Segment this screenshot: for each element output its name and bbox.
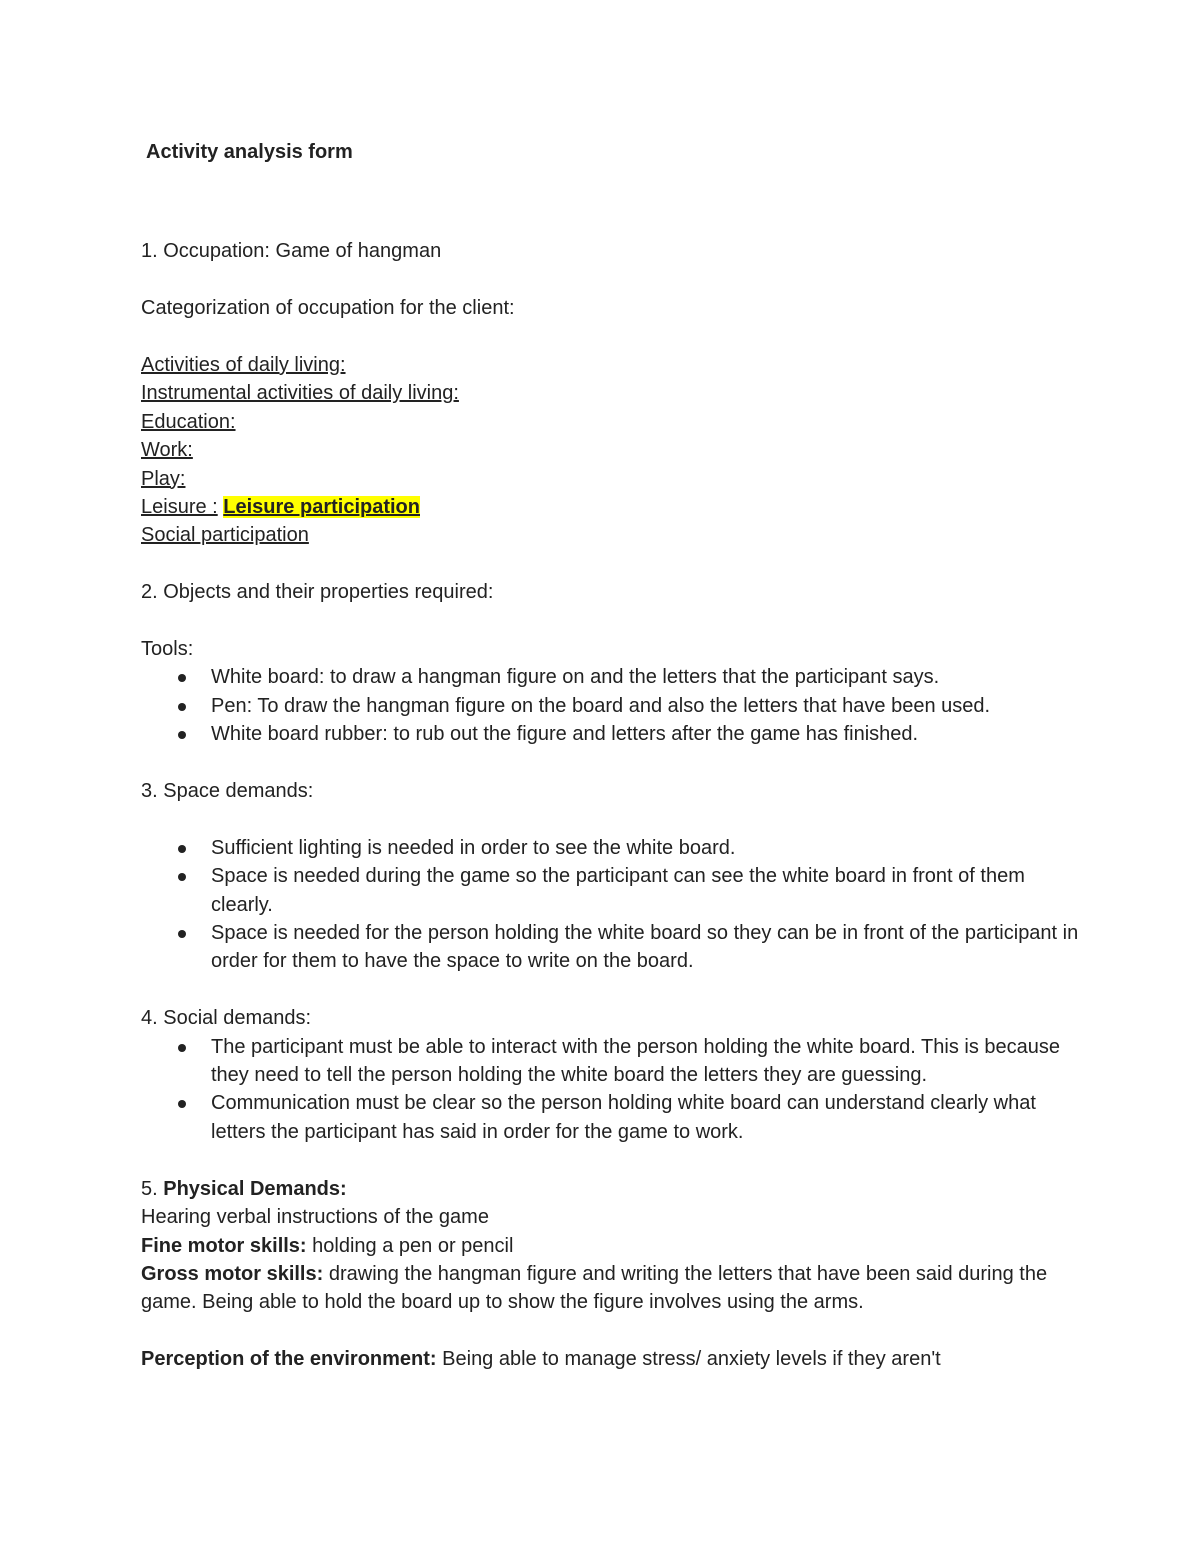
physical-heading [141,1175,1081,1203]
list-item: White board rubber: to rub out the figure and letters after the game has finished. [141,720,1081,748]
list-item: Space is needed during the game so the participant can see the white board in front of them clearly. [141,862,1081,919]
list-item: Pen: To draw the hangman figure on the board and also the letters that have been used. [141,692,1081,720]
categorization-heading: Categorization of occupation for the client: [141,297,515,320]
tools-list [141,663,1081,748]
social-list [141,1033,1081,1147]
page-title: Activity analysis form [146,141,353,163]
fine-motor-value: holding a pen or pencil [312,1234,514,1257]
perception-value: Being able to manage stress/ anxiety levels if they aren't [442,1348,941,1371]
hearing-line: Hearing verbal instructions of the game [141,1206,489,1229]
category-iadl: Instrumental activities of daily living: [141,382,459,405]
list-item: Space is needed for the person holding the white board so they can be in front of the participant in order for them to have the space to write on the board. [141,919,1081,976]
category-leisure [141,493,1081,521]
gross-motor-value: drawing the hangman figure and writing the letters that have been said during the game. Being able to hold the board up to show the figure involves using the arms. [141,1262,1048,1314]
gross-motor-label: Gross motor skills: [141,1262,324,1285]
social-heading: 4. Social demands: [141,1007,312,1030]
category-adl: Activities of daily living: [141,354,346,376]
category-social: Social participation [141,524,309,547]
category-play: Play: [141,467,186,490]
category-work: Work: [141,439,193,462]
list-item: White board: to draw a hangman figure on and the letters that the participant says. [141,663,1081,691]
space-heading: 3. Space demands: [141,780,314,803]
occupation-label: 1. Occupation: [141,240,270,263]
occupation-value: Game of hangman [275,240,442,263]
tools-label: Tools: [141,638,194,661]
document-body [141,138,1081,1374]
category-education: Education: [141,410,236,433]
occupation-line [141,237,1081,265]
leisure-highlight: Leisure participation [223,496,420,519]
list-item: The participant must be able to interact with the person holding the white board. This is because they need to tell the person holding the white board the letters they are guessing. [141,1033,1081,1090]
perception-label: Perception of the environment: [141,1348,437,1371]
leisure-label: Leisure : [141,496,218,519]
objects-heading: 2. Objects and their properties required: [141,581,494,604]
list-item: Communication must be clear so the person holding white board can understand clearly what letters the participant has said in order for the game to work. [141,1089,1081,1146]
gross-motor-line [141,1260,1081,1317]
physical-heading-text: Physical Demands: [163,1177,347,1200]
physical-number: 5. [141,1177,158,1200]
list-item: Sufficient lighting is needed in order to see the white board. [141,834,1081,862]
space-list [141,834,1081,976]
perception-line [141,1345,1081,1373]
fine-motor-label: Fine motor skills: [141,1234,307,1257]
fine-motor-line [141,1232,1081,1260]
